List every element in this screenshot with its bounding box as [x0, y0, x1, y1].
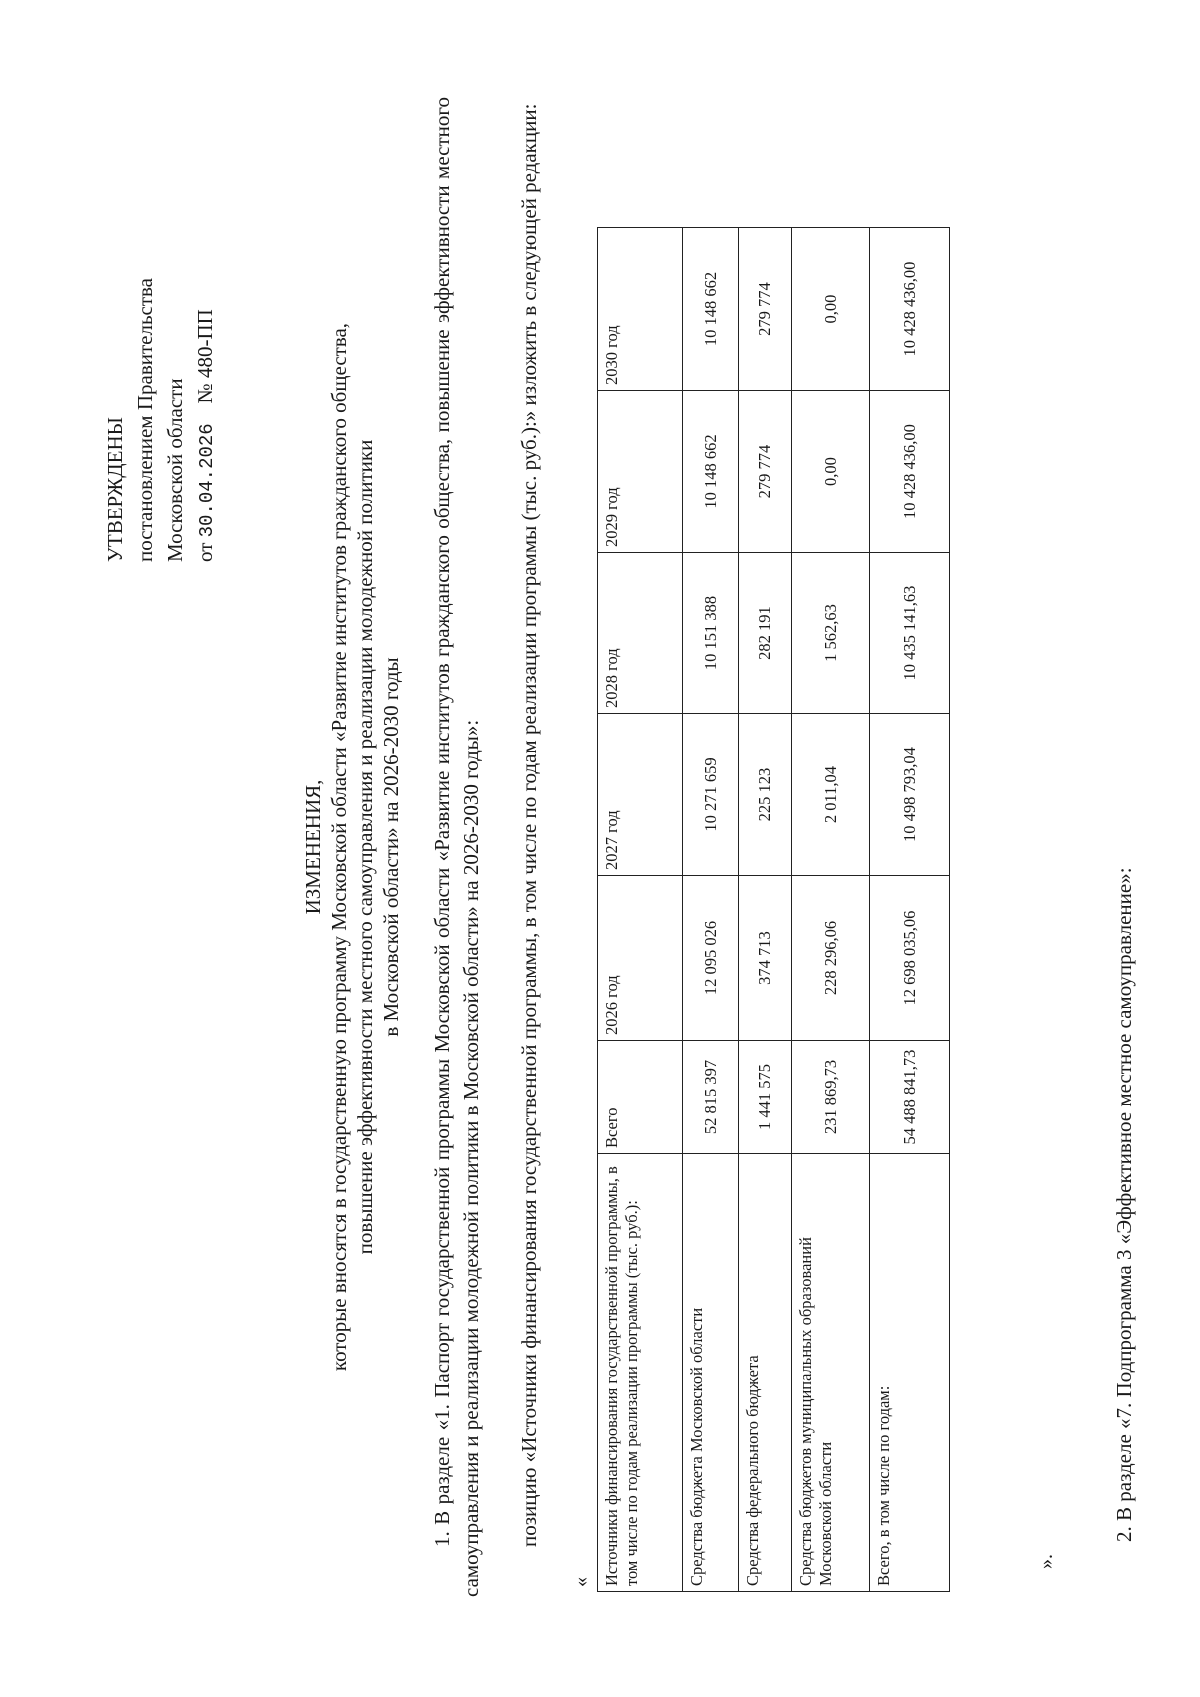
approval-date-line — [190, 278, 222, 562]
quote-close: ». — [1035, 1554, 1057, 1569]
financing-table — [597, 227, 950, 1592]
table-cell: 10 148 662 — [683, 228, 739, 391]
table-row — [870, 228, 950, 1592]
paragraph-3: 2. В разделе «7. Подпрограмма 3 «Эффективное местное самоуправление»: — [1112, 867, 1136, 1542]
table-row — [683, 228, 739, 1592]
approval-line-2: Московской области — [163, 378, 187, 562]
paragraph-1: 1. В разделе «1. Паспорт государственной программы Московской области «Развитие институтов гражданского общества, повышение эффективности местного самоуправления и реализации молодежной политики в Московской области» на 2026-2030 годы»: — [430, 97, 483, 1597]
table-header-cell: 2029 год — [598, 391, 683, 553]
table-cell: 10 498 793,04 — [870, 714, 950, 876]
row-label: Средства бюджетов муниципальных образований Московской области — [792, 1154, 870, 1592]
row-label: Всего, в том числе по годам: — [870, 1154, 950, 1592]
table-header-cell: 2028 год — [598, 553, 683, 714]
table-cell: 10 271 659 — [683, 714, 739, 876]
table-cell: 228 296,06 — [792, 876, 870, 1041]
document-heading — [300, 87, 404, 1607]
table-cell: 10 428 436,00 — [870, 228, 950, 391]
table-cell: 0,00 — [792, 228, 870, 391]
heading-line-2: повышение эффективности местного самоуправления и реализации молодежной политики — [353, 439, 377, 1255]
table-cell: 54 488 841,73 — [870, 1041, 950, 1154]
heading-line-3: в Московской области» на 2026-2030 годы — [379, 657, 403, 1037]
table-header-cell: Всего — [598, 1041, 683, 1154]
approval-title: УТВЕРЖДЕНЫ — [103, 417, 127, 562]
approval-prefix: от — [193, 542, 217, 562]
table-cell: 12 095 026 — [683, 876, 739, 1041]
approval-block — [100, 278, 222, 562]
table-header-cell: 2027 год — [598, 714, 683, 876]
table-cell: 10 148 662 — [683, 391, 739, 553]
table-cell: 225 123 — [739, 714, 792, 876]
row-label: Средства бюджета Московской области — [683, 1154, 739, 1592]
table-cell: 0,00 — [792, 391, 870, 553]
table-cell: 10 435 141,63 — [870, 553, 950, 714]
table-header-cell: 2030 год — [598, 228, 683, 391]
heading-line-1: которые вносятся в государственную программу Московской области «Развитие институтов гражданского общества, — [327, 322, 351, 1372]
table-cell: 374 713 — [739, 876, 792, 1041]
row-label: Средства федерального бюджета — [739, 1154, 792, 1592]
table-cell: 279 774 — [739, 228, 792, 391]
table-cell: 1 441 575 — [739, 1041, 792, 1154]
approval-number: № 480-ПП — [193, 309, 217, 404]
heading-title: ИЗМЕНЕНИЯ, — [301, 779, 325, 915]
table-cell: 52 815 397 — [683, 1041, 739, 1154]
table-row — [739, 228, 792, 1592]
table-cell: 282 191 — [739, 553, 792, 714]
table-cell: 10 151 388 — [683, 553, 739, 714]
table-row — [792, 228, 870, 1592]
approval-date: 30.04.2026 — [196, 423, 218, 538]
approval-line-1: постановлением Правительства — [133, 277, 157, 562]
quote-open: « — [570, 1577, 592, 1587]
table-cell: 1 562,63 — [792, 553, 870, 714]
table-cell: 12 698 035,06 — [870, 876, 950, 1041]
table-cell: 10 428 436,00 — [870, 391, 950, 553]
table-header-cell: 2026 год — [598, 876, 683, 1041]
table-cell: 2 011,04 — [792, 714, 870, 876]
paragraph-2: позицию «Источники финансирования государственной программы, в том числе по годам реализации программы (тыс. руб.):» изложить в следующей редакции: — [517, 103, 541, 1547]
table-header-label: Источники финансирования государственной программы, в том числе по годам реализации программы (тыс. руб.): — [598, 1154, 683, 1592]
table-header-row — [598, 228, 683, 1592]
table-cell: 279 774 — [739, 391, 792, 553]
table-cell: 231 869,73 — [792, 1041, 870, 1154]
